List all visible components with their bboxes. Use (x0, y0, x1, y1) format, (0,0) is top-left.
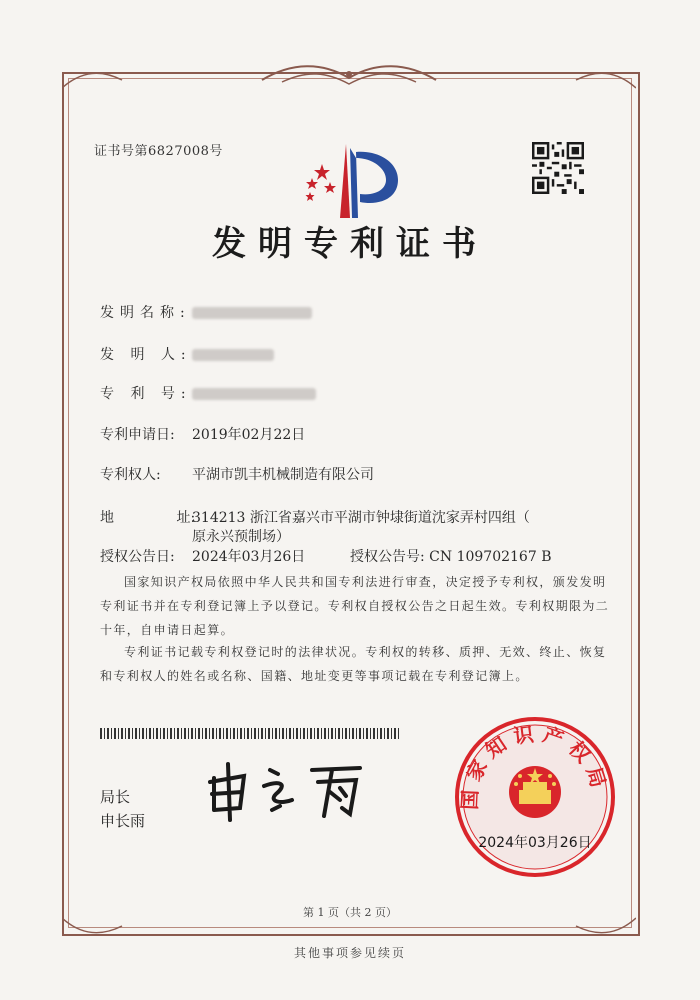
invention-name-label: 发明名称: (100, 305, 191, 321)
certificate-title: 发明专利证书 (212, 224, 488, 264)
address-row (100, 507, 530, 527)
grant-date-value: 2024年03月26日 (192, 549, 306, 565)
top-ornament (62, 60, 636, 100)
grant-statement-paragraph: 国家知识产权局依照中华人民共和国专利法进行审查，决定授予专利权，颁发发明专利证书并在专利登记簿上予以登记。专利权自授权公告之日起生效。专利权期限为二十年，自申请日起算。 (100, 575, 610, 637)
legal-status-paragraph: 专利证书记载专利权登记时的法律状况。专利权的转移、质押、无效、终止、恢复和专利权人的姓名或名称、国籍、地址变更等事项记载在专利登记簿上。 (100, 645, 607, 683)
patent-number-redacted (192, 388, 316, 400)
inventor-redacted (192, 349, 274, 361)
director-name: 申长雨 (100, 812, 146, 830)
patentee-value: 平湖市凯丰机械制造有限公司 (192, 467, 374, 483)
grant-number-label: 授权公告号: (350, 549, 425, 565)
invention-name-redacted (192, 307, 312, 319)
grant-date-label: 授权公告日: (100, 549, 175, 565)
certificate-number: 证书号第6827008号 (94, 144, 223, 159)
barcode-icon (100, 728, 400, 739)
qr-code-icon (532, 142, 584, 194)
address-row-2 (192, 526, 290, 546)
grant-number-value: CN 109702167 B (429, 549, 552, 565)
director-title: 局长 (100, 788, 131, 806)
national-emblem-icon (509, 766, 561, 818)
seal-text: 国家知识产权局 (457, 721, 613, 811)
patent-number-label: 专 利 号: (100, 386, 192, 402)
director-signature (200, 760, 370, 824)
patent-number-row (100, 383, 316, 403)
address-label: 地 址: (100, 510, 196, 526)
seal-date: 2024年03月26日 (478, 835, 592, 851)
inventor-label: 发 明 人: (100, 347, 192, 363)
invention-name-row (100, 302, 312, 322)
footer-note: 其他事项参见续页 (293, 946, 406, 960)
grant-date-row (100, 546, 305, 566)
inventor-row (100, 344, 274, 364)
address-line1: 314213 浙江省嘉兴市平湖市钟埭街道沈家弄村四组（ (192, 510, 530, 526)
filing-date-value: 2019年02月22日 (192, 427, 306, 443)
page-number: 第 1 页（共 2 页） (303, 906, 397, 919)
address-line2: 原永兴预制场） (192, 529, 290, 545)
filing-date-label: 专利申请日: (100, 427, 175, 443)
patentee-row (100, 464, 374, 484)
cnipa-logo-icon (300, 140, 410, 220)
grant-number-row (350, 546, 552, 566)
patentee-label: 专利权人: (100, 467, 161, 483)
filing-date-row (100, 424, 305, 444)
official-seal (450, 712, 620, 882)
